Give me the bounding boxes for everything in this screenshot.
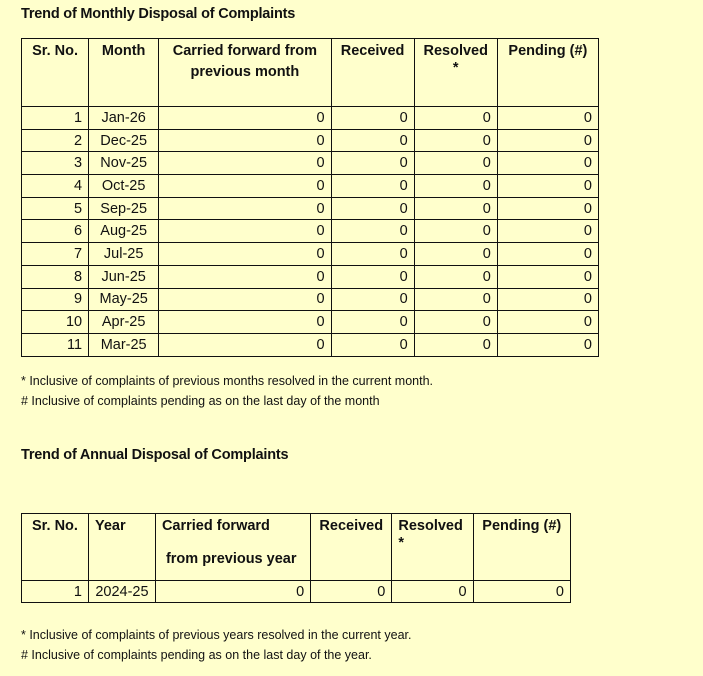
cell-received: 0 bbox=[331, 220, 414, 243]
annual-note-pending: # Inclusive of complaints pending as on the last day of the year. bbox=[21, 648, 372, 662]
annual-note-resolved: * Inclusive of complaints of previous years resolved in the current year. bbox=[21, 628, 412, 642]
table-row bbox=[22, 311, 599, 334]
annual-title: Trend of Annual Disposal of Complaints bbox=[21, 447, 289, 463]
cell-carried-forward: 0 bbox=[159, 243, 331, 266]
cell-resolved: 0 bbox=[414, 129, 497, 152]
header-carried-forward bbox=[159, 39, 331, 107]
cell-carried-forward: 0 bbox=[159, 175, 331, 198]
cell-pending: 0 bbox=[497, 175, 598, 198]
cell-resolved: 0 bbox=[414, 152, 497, 175]
cell-sr-no: 10 bbox=[22, 311, 89, 334]
cell-resolved: 0 bbox=[414, 107, 497, 130]
cell-pending: 0 bbox=[497, 197, 598, 220]
cell-carried-forward: 0 bbox=[155, 581, 310, 603]
cell-sr-no: 9 bbox=[22, 288, 89, 311]
monthly-note-pending: # Inclusive of complaints pending as on the last day of the month bbox=[21, 394, 380, 408]
header-sr-no: Sr. No. bbox=[22, 514, 89, 581]
cell-sr-no: 11 bbox=[22, 333, 89, 356]
table-row bbox=[22, 243, 599, 266]
table-row bbox=[22, 197, 599, 220]
header-carried-forward bbox=[155, 514, 310, 581]
header-resolved-line1: Resolved bbox=[398, 518, 463, 534]
cell-resolved: 0 bbox=[414, 288, 497, 311]
cell-received: 0 bbox=[331, 243, 414, 266]
header-sr-no: Sr. No. bbox=[22, 39, 89, 107]
cell-pending: 0 bbox=[497, 243, 598, 266]
header-month: Month bbox=[89, 39, 159, 107]
cell-month: Nov-25 bbox=[89, 152, 159, 175]
monthly-header-row bbox=[22, 39, 599, 107]
cell-month: Jan-26 bbox=[89, 107, 159, 130]
monthly-note-resolved: * Inclusive of complaints of previous months resolved in the current month. bbox=[21, 374, 434, 388]
cell-sr-no: 1 bbox=[22, 581, 89, 603]
header-resolved bbox=[392, 514, 473, 581]
cell-sr-no: 1 bbox=[22, 107, 89, 130]
header-pending: Pending (#) bbox=[473, 514, 570, 581]
cell-received: 0 bbox=[331, 333, 414, 356]
header-carried-line2: previous month bbox=[190, 64, 300, 80]
header-received: Received bbox=[331, 39, 414, 107]
cell-carried-forward: 0 bbox=[159, 333, 331, 356]
cell-received: 0 bbox=[311, 581, 392, 603]
cell-resolved: 0 bbox=[414, 311, 497, 334]
cell-received: 0 bbox=[331, 288, 414, 311]
cell-carried-forward: 0 bbox=[159, 220, 331, 243]
cell-pending: 0 bbox=[473, 581, 570, 603]
cell-carried-forward: 0 bbox=[159, 197, 331, 220]
cell-received: 0 bbox=[331, 107, 414, 130]
annual-disposal-table bbox=[21, 513, 571, 603]
cell-month: Aug-25 bbox=[89, 220, 159, 243]
table-row bbox=[22, 333, 599, 356]
table-row bbox=[22, 220, 599, 243]
header-pending: Pending (#) bbox=[497, 39, 598, 107]
cell-carried-forward: 0 bbox=[159, 107, 331, 130]
cell-sr-no: 6 bbox=[22, 220, 89, 243]
cell-received: 0 bbox=[331, 152, 414, 175]
monthly-title: Trend of Monthly Disposal of Complaints bbox=[21, 6, 296, 22]
cell-received: 0 bbox=[331, 311, 414, 334]
table-row bbox=[22, 152, 599, 175]
cell-carried-forward: 0 bbox=[159, 288, 331, 311]
cell-sr-no: 5 bbox=[22, 197, 89, 220]
cell-month: Mar-25 bbox=[89, 333, 159, 356]
header-resolved bbox=[414, 39, 497, 107]
table-row bbox=[22, 129, 599, 152]
cell-carried-forward: 0 bbox=[159, 152, 331, 175]
annual-header-row bbox=[22, 514, 571, 581]
cell-month: Sep-25 bbox=[89, 197, 159, 220]
cell-pending: 0 bbox=[497, 107, 598, 130]
cell-pending: 0 bbox=[497, 129, 598, 152]
cell-month: Apr-25 bbox=[89, 311, 159, 334]
cell-resolved: 0 bbox=[414, 197, 497, 220]
cell-received: 0 bbox=[331, 197, 414, 220]
cell-pending: 0 bbox=[497, 333, 598, 356]
cell-sr-no: 8 bbox=[22, 265, 89, 288]
header-resolved-line1: Resolved bbox=[423, 43, 488, 59]
header-carried-line2: from previous year bbox=[165, 551, 297, 567]
cell-pending: 0 bbox=[497, 220, 598, 243]
cell-received: 0 bbox=[331, 175, 414, 198]
header-year: Year bbox=[88, 514, 155, 581]
cell-pending: 0 bbox=[497, 152, 598, 175]
cell-resolved: 0 bbox=[414, 333, 497, 356]
cell-carried-forward: 0 bbox=[159, 311, 331, 334]
cell-pending: 0 bbox=[497, 265, 598, 288]
cell-pending: 0 bbox=[497, 288, 598, 311]
cell-month: Dec-25 bbox=[89, 129, 159, 152]
cell-month: Oct-25 bbox=[89, 175, 159, 198]
header-carried-line1: Carried forward from bbox=[172, 43, 317, 59]
cell-carried-forward: 0 bbox=[159, 265, 331, 288]
cell-pending: 0 bbox=[497, 311, 598, 334]
table-row bbox=[22, 107, 599, 130]
cell-sr-no: 4 bbox=[22, 175, 89, 198]
cell-resolved: 0 bbox=[414, 243, 497, 266]
cell-month: May-25 bbox=[89, 288, 159, 311]
cell-received: 0 bbox=[331, 129, 414, 152]
cell-carried-forward: 0 bbox=[159, 129, 331, 152]
table-row bbox=[22, 265, 599, 288]
cell-resolved: 0 bbox=[414, 265, 497, 288]
table-row bbox=[22, 581, 571, 603]
cell-month: Jun-25 bbox=[89, 265, 159, 288]
cell-resolved: 0 bbox=[414, 175, 497, 198]
header-carried-line1: Carried forward bbox=[161, 518, 270, 534]
header-resolved-line2: * bbox=[452, 60, 459, 76]
cell-sr-no: 7 bbox=[22, 243, 89, 266]
header-resolved-line2: * bbox=[398, 535, 405, 551]
cell-month: Jul-25 bbox=[89, 243, 159, 266]
monthly-disposal-table bbox=[21, 38, 599, 357]
cell-sr-no: 3 bbox=[22, 152, 89, 175]
cell-received: 0 bbox=[331, 265, 414, 288]
cell-sr-no: 2 bbox=[22, 129, 89, 152]
cell-resolved: 0 bbox=[392, 581, 473, 603]
cell-resolved: 0 bbox=[414, 220, 497, 243]
table-row bbox=[22, 175, 599, 198]
cell-year: 2024-25 bbox=[88, 581, 155, 603]
header-received: Received bbox=[311, 514, 392, 581]
table-row bbox=[22, 288, 599, 311]
